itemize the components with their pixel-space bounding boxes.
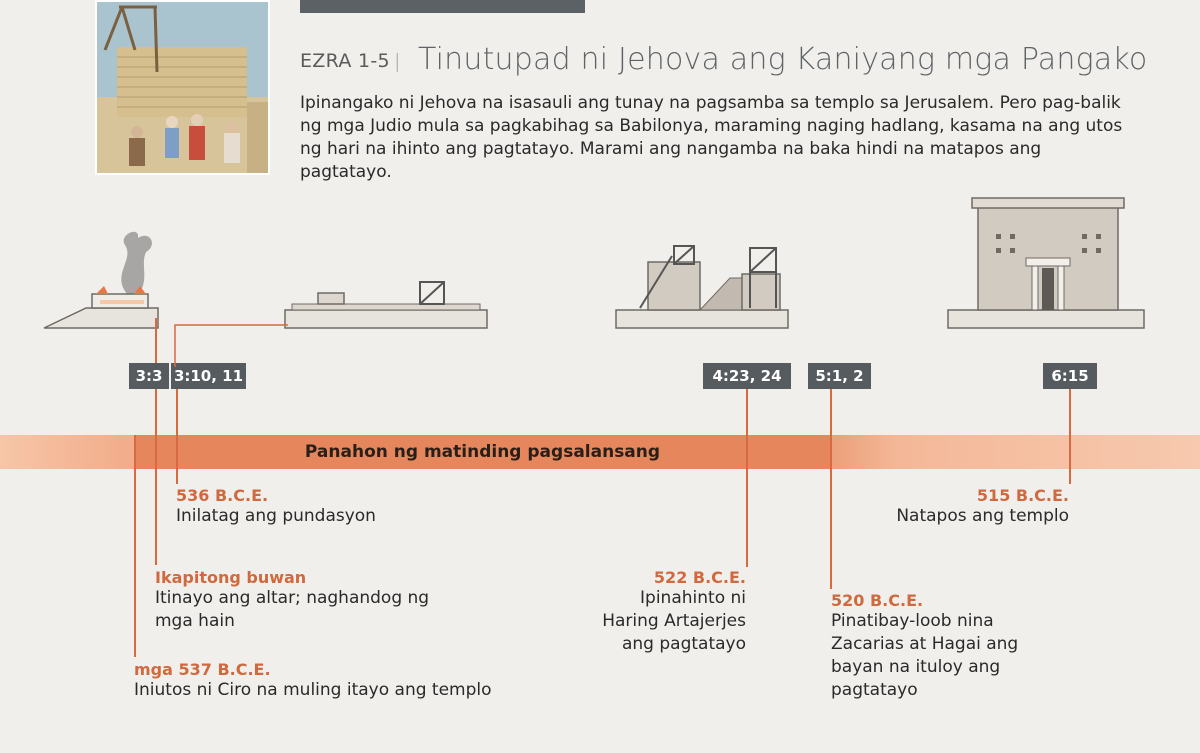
foundation-icon (285, 282, 487, 328)
event-line-seventh-month (155, 389, 157, 565)
page-title: Tinutupad ni Jehova ang Kaniyang mga Pangako (418, 42, 1148, 77)
event-537 (134, 660, 534, 702)
event-text: Natapos ang templo (896, 506, 1069, 526)
event-line-515 (1069, 389, 1071, 484)
intro-paragraph: Ipinangako ni Jehova na isasauli ang tunay na pagsamba sa templo sa Jerusalem. Pero pag-balik ng mga Judio mula sa pagkabihag sa Babilonya, maraming naging hadlang, kasama na ang utos ng hari na ihinto ang pagtatayo. Marami ang nangamba na baka hindi na matapos ang pagtatayo. (300, 93, 1123, 182)
event-text: Iniutos ni Ciro na muling itayo ang templo (134, 680, 492, 700)
altar-icon (44, 232, 158, 328)
event-536 (176, 486, 436, 528)
foundation-connector (170, 322, 290, 367)
partial-walls-icon (616, 246, 788, 328)
opposition-period-label: Panahon ng matinding pagsalansang (304, 442, 661, 462)
altar-connector (155, 318, 157, 363)
temple-construction-illustration (95, 0, 270, 175)
event-date: mga 537 B.C.E. (134, 660, 271, 679)
event-line-537 (134, 435, 136, 657)
event-date: 515 B.C.E. (976, 486, 1069, 505)
completed-temple-icon (948, 198, 1144, 328)
event-date: 522 B.C.E. (653, 568, 746, 587)
event-text: Inilatag ang pundasyon (176, 506, 376, 526)
ref-box-6-15: 6:15 (1043, 363, 1097, 389)
event-515 (860, 486, 1069, 528)
event-text: Pinatibay-loob nina Zacarias at Hagai ang bayan na ituloy ang pagtatayo (831, 611, 1019, 700)
scripture-reference: EZRA 1-5 | (300, 50, 401, 72)
event-text: Ipinahinto ni Haring Artajerjes ang pagtatayo (602, 588, 746, 654)
ref-box-4-23-24: 4:23, 24 (703, 363, 791, 389)
event-date: Ikapitong buwan (155, 568, 307, 587)
event-date: 536 B.C.E. (176, 486, 269, 505)
event-line-522 (746, 389, 748, 567)
construction-stages-illustration (0, 190, 1200, 340)
event-520 (831, 591, 1031, 702)
event-text: Itinayo ang altar; naghandog ng mga hain (155, 588, 430, 631)
event-date: 520 B.C.E. (831, 591, 924, 610)
ref-box-3-10-11: 3:10, 11 (171, 363, 246, 389)
event-line-536 (176, 389, 178, 484)
ref-box-5-1-2: 5:1, 2 (808, 363, 871, 389)
event-seventh-month (155, 568, 455, 633)
header-bar (300, 0, 585, 13)
event-522 (580, 568, 746, 656)
ref-box-3-3: 3:3 (129, 363, 169, 389)
event-line-520 (830, 389, 832, 589)
